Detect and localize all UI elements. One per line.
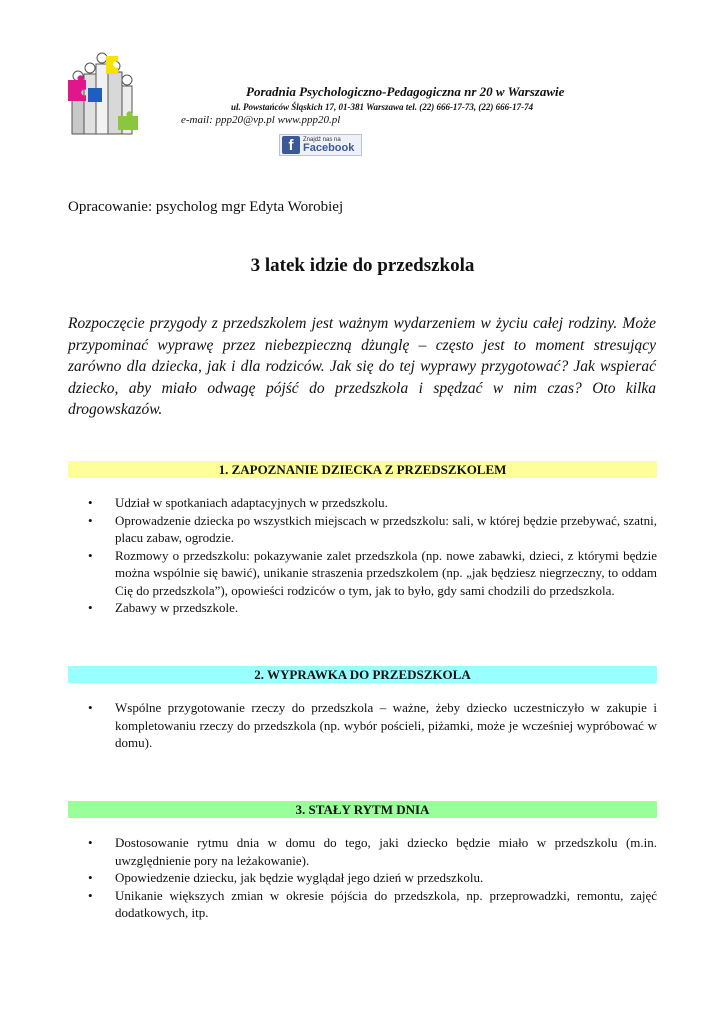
section-heading-3: 3. STAŁY RYTM DNIA [68, 801, 657, 818]
list-item: • Opowiedzenie dziecku, jak będzie wyglądał jego dzień w przedszkolu. [68, 869, 657, 887]
facebook-button[interactable] [279, 134, 362, 156]
section-list-3 [68, 834, 657, 922]
list-item: • Unikanie większych zmian w okresie pójścia do przedszkola, np. przeprowadzki, remontu, zajęć dodatkowych, itp. [68, 887, 657, 922]
section-heading-2: 2. WYPRAWKA DO PRZEDSZKOLA [68, 666, 657, 683]
list-item: • Rozmowy o przedszkolu: pokazywanie zalet przedszkola (np. nowe zabawki, dzieci, z którymi będzie można wspólnie się bawić), unikanie straszenia przedszkolem (np. „jak będziesz niegrzeczny, to oddam Cię do przedszkola”), opowieści rodziców o tym, jak to było, gdy sami chodzili do przedszkola. [68, 547, 657, 600]
section-heading-1: 1. ZAPOZNANIE DZIECKA Z PRZEDSZKOLEM [68, 461, 657, 478]
author-line: Opracowanie: psycholog mgr Edyta Worobiej [68, 199, 344, 215]
document-title: 3 latek idzie do przedszkola [250, 255, 475, 276]
list-item: • Zabawy w przedszkole. [68, 599, 657, 617]
list-item: • Oprowadzenie dziecka po wszystkich miejscach w przedszkolu: sali, w której będzie przebywać, szatni, placu zabaw, ogrodzie. [68, 512, 657, 547]
intro-paragraph: Rozpoczęcie przygody z przedszkolem jest ważnym wydarzeniem w życiu całej rodziny. Może przypominać wyprawę przez niebezpieczną dżunglę – często jest to moment stresujący zarówno dla dziecka, jak i dla rodziców. Jak się do tej wyprawy przygotować? Jak wspierać dziecko, aby miało odwagę pójść do przedszkola i spędzać w nim czas? Oto kilka drogowskazów. [68, 315, 656, 418]
section-list-1 [68, 494, 657, 617]
facebook-button-label: Facebook [303, 141, 355, 154]
list-item: • Udział w spotkaniach adaptacyjnych w przedszkolu. [68, 494, 657, 512]
institution-contact[interactable]: e-mail: ppp20@vp.pl www.ppp20.pl [181, 114, 341, 126]
facebook-button-caption: Znajdź nas na [303, 136, 341, 143]
section-list-2 [68, 699, 657, 752]
facebook-icon: f [282, 136, 300, 154]
list-item: • Dostosowanie rytmu dnia w domu do tego, jaki dziecko będzie miało w przedszkolu (m.in. uwzględnienie pory na leżakowanie). [68, 834, 657, 869]
institution-address: ul. Powstańców Śląskich 17, 01-381 Warszawa tel. (22) 666-17-73, (22) 666-17-74 [231, 102, 534, 112]
poradnia-logo [66, 52, 150, 144]
institution-name: Poradnia Psychologiczno-Pedagogiczna nr 20 w Warszawie [246, 84, 565, 99]
list-item: • Wspólne przygotowanie rzeczy do przedszkola – ważne, żeby dziecko uczestniczyło w zakupie i kompletowaniu rzeczy do przedszkola (np. wybór pościeli, piżamki, może je wcześniej wypróbować w domu). [68, 699, 657, 752]
